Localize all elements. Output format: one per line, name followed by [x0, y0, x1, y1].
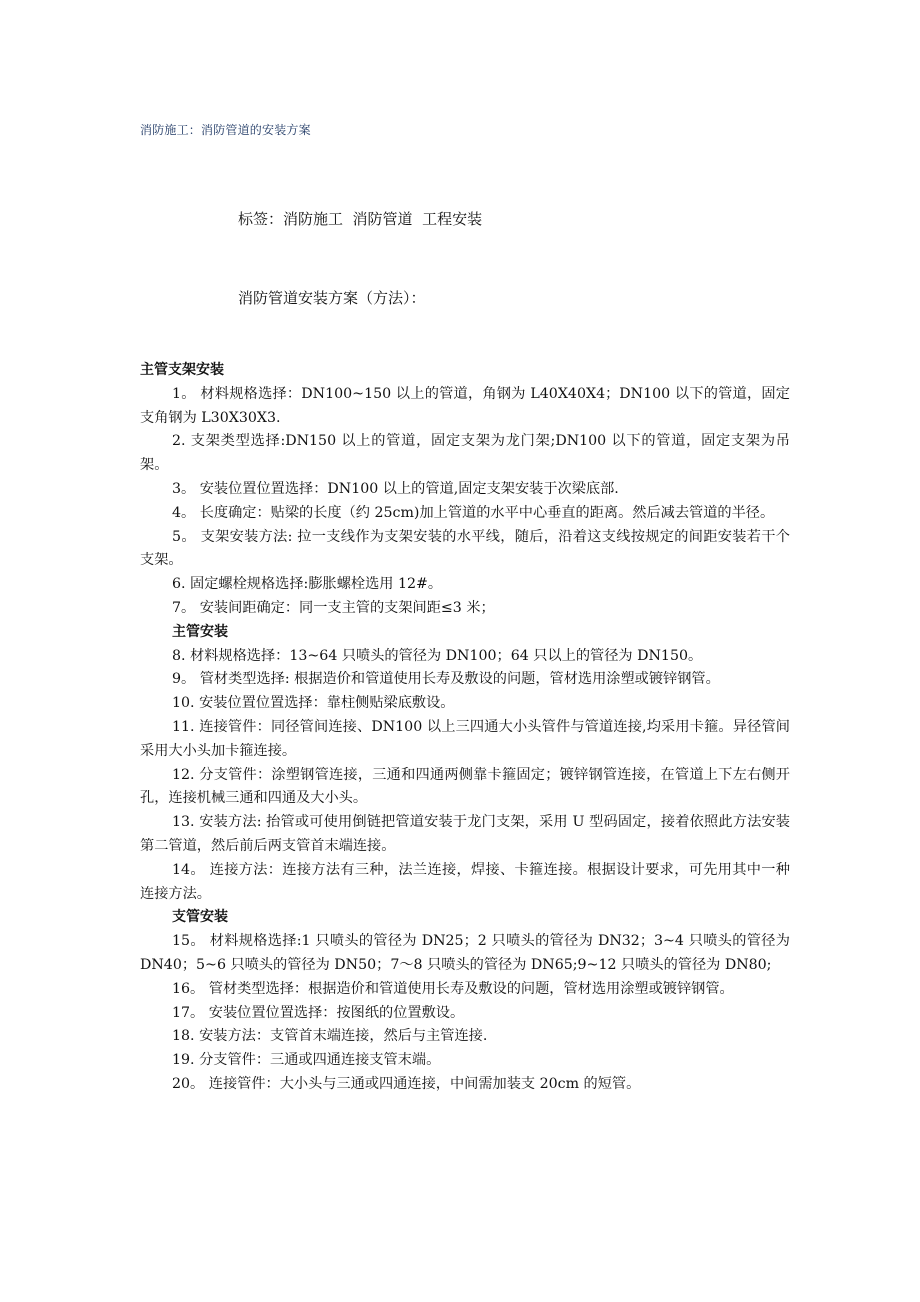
- page-header-title: 消防施工：消防管道的安装方案: [140, 123, 311, 137]
- list-item: 7。 安装间距确定：同一支主管的支架间距≤3 米；: [172, 599, 495, 616]
- list-item: 1。 材料规格选择：DN100~150 以上的管道，角钢为 L40X40X4；DN100 以下的管道，固定支角钢为 L30X30X3.: [140, 385, 790, 426]
- section-branch-pipe: [140, 906, 790, 1096]
- section-title: 主管支架安装: [140, 362, 224, 378]
- list-item: 2. 支架类型选择:DN150 以上的管道，固定支架为龙门架;DN100 以下的管道，固定支架为吊架。: [140, 433, 790, 474]
- list-item: 6. 固定螺栓规格选择:膨胀螺栓选用 12#。: [172, 576, 443, 593]
- list-item: 12. 分支管件：涂塑钢管连接，三通和四通两侧靠卡箍固定；镀锌钢管连接，在管道上下左右侧开孔，连接机械三通和四通及大小头。: [140, 766, 790, 807]
- list-item: 14。 连接方法：连接方法有三种，法兰连接，焊接、卡箍连接。根据设计要求，可先用其中一种连接方法。: [140, 861, 790, 902]
- list-item: 5。 支架安装方法: 拉一支线作为支架安装的水平线，随后，沿着这支线按规定的间距安装若干个支架。: [140, 528, 790, 569]
- list-item: 8. 材料规格选择：13~64 只喷头的管径为 DN100；64 只以上的管径为 DN150。: [172, 647, 703, 664]
- list-item: 13. 安装方法: 抬管或可使用倒链把管道安装于龙门支架，采用 U 型码固定，接着依照此方法安装第二管道，然后前后两支管首末端连接。: [140, 814, 790, 854]
- list-item: 19. 分支管件：三通或四通连接支管末端。: [172, 1052, 441, 1069]
- method-title: 消防管道安装方案（方法）：: [238, 289, 426, 307]
- section-main-support: [140, 359, 790, 621]
- list-item: 9。 管材类型选择: 根据造价和管道使用长寿及敷设的问题，管材选用涂塑或镀锌钢管。: [172, 671, 720, 688]
- document-body: [140, 359, 790, 1097]
- tags-line: 标签：消防施工 消防管道 工程安装: [238, 210, 483, 228]
- list-item: 18. 安装方法：支管首末端连接，然后与主管连接.: [172, 1028, 488, 1045]
- list-item: 17。 安装位置位置选择：按图纸的位置敷设。: [172, 1004, 465, 1021]
- section-title: 支管安装: [172, 909, 228, 926]
- list-item: 4。 长度确定：贴梁的长度（约 25cm)加上管道的水平中心垂直的距离。然后减去管道的半径。: [172, 504, 775, 521]
- list-item: 11. 连接管件：同径管间连接、DN100 以上三四通大小头管件与管道连接,均采用卡箍。异径管间采用大小头加卡箍连接。: [140, 718, 790, 759]
- list-item: 3。 安装位置位置选择：DN100 以上的管道,固定支架安装于次梁底部.: [172, 480, 619, 497]
- list-item: 20。 连接管件：大小头与三通或四通连接，中间需加装支 20cm 的短管。: [172, 1075, 641, 1092]
- section-title: 主管安装: [172, 623, 228, 640]
- section-main-pipe: [140, 621, 790, 907]
- list-item: 16。 管材类型选择：根据造价和管道使用长寿及敷设的问题，管材选用涂塑或镀锌钢管。: [172, 980, 734, 997]
- list-item: 10. 安装位置位置选择：靠柱侧贴梁底敷设。: [172, 695, 455, 712]
- list-item: 15。 材料规格选择:1 只喷头的管径为 DN25；2 只喷头的管径为 DN32；3~4 只喷头的管径为 DN40；5~6 只喷头的管径为 DN50；7～8 只喷头的管径为 DN65;9~12 只喷头的管径为 DN80;: [140, 933, 790, 973]
